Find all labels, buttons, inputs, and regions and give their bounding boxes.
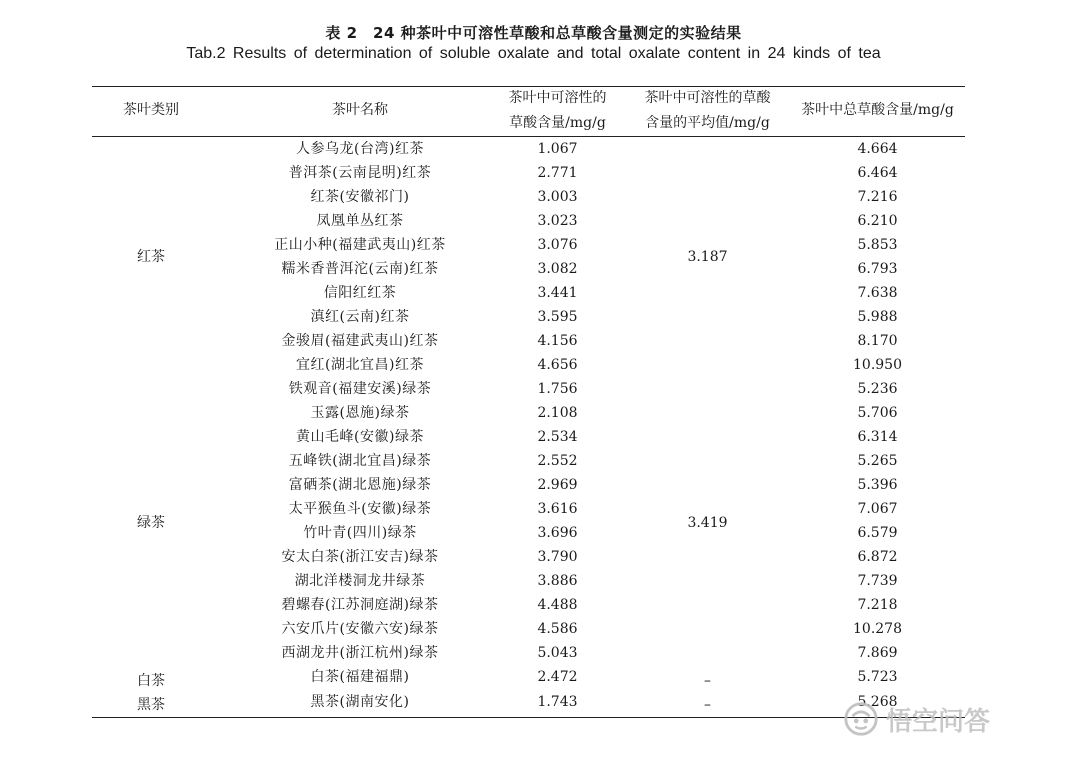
- average-white-tea: –: [704, 673, 711, 689]
- soluble-oxalate-cell: 3.023: [537, 213, 578, 229]
- header-tea-name: 茶叶名称: [332, 102, 388, 118]
- soluble-oxalate-cell: 1.743: [537, 694, 578, 710]
- tea-name-cell: 五峰铁(湖北宜昌)绿茶: [288, 453, 432, 469]
- table-row: [92, 377, 965, 401]
- table-row: [92, 521, 965, 545]
- soluble-oxalate-cell: 3.886: [537, 573, 578, 589]
- table-row: [92, 233, 965, 257]
- total-oxalate-cell: 7.638: [857, 285, 898, 301]
- table-row: [92, 281, 965, 305]
- tea-name-cell: 凤凰单丛红茶: [316, 213, 404, 229]
- table-row: [92, 185, 965, 209]
- total-oxalate-cell: 10.950: [853, 357, 902, 373]
- tea-name-cell: 白茶(福建福鼎): [310, 669, 410, 685]
- table-bottom-rule: [92, 717, 965, 718]
- tea-name-cell: 竹叶青(四川)绿茶: [303, 525, 417, 541]
- total-oxalate-cell: 10.278: [853, 621, 902, 637]
- table-row: [92, 209, 965, 233]
- total-oxalate-cell: 7.869: [857, 645, 898, 661]
- table-row: [92, 497, 965, 521]
- total-oxalate-cell: 4.664: [857, 141, 898, 157]
- total-oxalate-cell: 5.723: [857, 669, 898, 685]
- table-title-en: Tab.2 Results of determination of soluble oxalate and total oxalate content in 24 kinds of tea: [186, 45, 881, 62]
- tea-name-cell: 红茶(安徽祁门): [310, 189, 410, 205]
- total-oxalate-cell: 5.236: [857, 381, 898, 397]
- soluble-oxalate-cell: 3.696: [537, 525, 578, 541]
- soluble-oxalate-cell: 3.595: [537, 309, 578, 325]
- tea-name-cell: 金骏眉(福建武夷山)红茶: [281, 333, 439, 349]
- header-soluble-line2: 草酸含量/mg/g: [509, 115, 606, 131]
- table-row: [92, 401, 965, 425]
- total-oxalate-cell: 8.170: [857, 333, 898, 349]
- soluble-oxalate-cell: 4.656: [537, 357, 578, 373]
- total-oxalate-cell: 7.216: [857, 189, 898, 205]
- tea-name-cell: 宜红(湖北宜昌)红茶: [296, 357, 424, 373]
- total-oxalate-cell: 6.793: [857, 261, 898, 277]
- header-average-line2: 含量的平均值/mg/g: [645, 115, 770, 131]
- header-soluble-oxalate: [485, 86, 630, 136]
- table-row: [92, 257, 965, 281]
- tea-name-cell: 正山小种(福建武夷山)红茶: [274, 237, 446, 253]
- soluble-oxalate-cell: 2.552: [537, 453, 578, 469]
- table-row: [92, 641, 965, 665]
- tea-name-cell: 黄山毛峰(安徽)绿茶: [296, 429, 424, 445]
- table-row: [92, 161, 965, 185]
- total-oxalate-cell: 7.739: [857, 573, 898, 589]
- total-oxalate-cell: 5.988: [857, 309, 898, 325]
- soluble-oxalate-cell: 4.488: [537, 597, 578, 613]
- total-oxalate-cell: 6.464: [857, 165, 898, 181]
- total-oxalate-cell: 5.853: [857, 237, 898, 253]
- soluble-oxalate-cell: 3.616: [537, 501, 578, 517]
- total-oxalate-cell: 5.396: [857, 477, 898, 493]
- tea-name-cell: 富硒茶(湖北恩施)绿茶: [288, 477, 432, 493]
- table-row: [92, 137, 965, 161]
- watermark: [842, 697, 990, 741]
- header-average-soluble: [630, 86, 785, 136]
- soluble-oxalate-cell: 4.586: [537, 621, 578, 637]
- soluble-oxalate-cell: 4.156: [537, 333, 578, 349]
- table-row: [92, 569, 965, 593]
- soluble-oxalate-cell: 2.534: [537, 429, 578, 445]
- table-row: [92, 329, 965, 353]
- total-oxalate-cell: 5.265: [857, 453, 898, 469]
- tea-name-cell: 安太白茶(浙江安吉)绿茶: [281, 549, 439, 565]
- table-row: [92, 545, 965, 569]
- table-title-cn: 表 2 24 种茶叶中可溶性草酸和总草酸含量测定的实验结果: [325, 24, 742, 42]
- header-category: 茶叶类别: [123, 102, 179, 118]
- soluble-oxalate-cell: 5.043: [537, 645, 578, 661]
- tea-name-cell: 碧螺春(江苏洞庭湖)绿茶: [281, 597, 439, 613]
- total-oxalate-cell: 7.067: [857, 501, 898, 517]
- total-oxalate-cell: 6.210: [857, 213, 898, 229]
- soluble-oxalate-cell: 3.003: [537, 189, 578, 205]
- soluble-oxalate-cell: 2.472: [537, 669, 578, 685]
- tea-name-cell: 玉露(恩施)绿茶: [310, 405, 410, 421]
- tea-name-cell: 太平猴鱼斗(安徽)绿茶: [288, 501, 432, 517]
- soluble-oxalate-cell: 2.108: [537, 405, 578, 421]
- wukong-logo-icon: [842, 700, 880, 738]
- header-soluble-line1: 茶叶中可溶性的: [508, 90, 607, 106]
- table-row: [92, 593, 965, 617]
- total-oxalate-cell: 6.314: [857, 429, 898, 445]
- table-row: [92, 617, 965, 641]
- category-black-tea: 红茶: [137, 249, 165, 265]
- soluble-oxalate-cell: 3.076: [537, 237, 578, 253]
- average-green-tea: 3.419: [687, 515, 728, 531]
- tea-name-cell: 人参乌龙(台湾)红茶: [296, 141, 424, 157]
- tea-name-cell: 糯米香普洱沱(云南)红茶: [281, 261, 439, 277]
- soluble-oxalate-cell: 2.969: [537, 477, 578, 493]
- table-row: [92, 473, 965, 497]
- average-black-tea: 3.187: [687, 249, 728, 265]
- header-total-oxalate: 茶叶中总草酸含量/mg/g: [801, 102, 954, 118]
- total-oxalate-cell: 6.579: [857, 525, 898, 541]
- table-row: [92, 305, 965, 329]
- table-row: [92, 665, 965, 689]
- table-row: [92, 425, 965, 449]
- soluble-oxalate-cell: 2.771: [537, 165, 578, 181]
- tea-name-cell: 滇红(云南)红茶: [310, 309, 410, 325]
- soluble-oxalate-cell: 3.790: [537, 549, 578, 565]
- table-row: [92, 353, 965, 377]
- total-oxalate-cell: 5.706: [857, 405, 898, 421]
- tea-name-cell: 普洱茶(云南昆明)红茶: [288, 165, 432, 181]
- tea-name-cell: 信阳红红茶: [323, 285, 397, 301]
- tea-name-cell: 铁观音(福建安溪)绿茶: [288, 381, 432, 397]
- tea-name-cell: 湖北洋楼洞龙井绿茶: [294, 573, 426, 589]
- category-dark-tea: 黑茶: [137, 697, 165, 713]
- total-oxalate-cell: 5.268: [857, 694, 898, 710]
- category-white-tea: 白茶: [137, 673, 165, 689]
- soluble-oxalate-cell: 1.756: [537, 381, 578, 397]
- soluble-oxalate-cell: 1.067: [537, 141, 578, 157]
- table-row: [92, 449, 965, 473]
- total-oxalate-cell: 6.872: [857, 549, 898, 565]
- header-average-line1: 茶叶中可溶性的草酸: [644, 90, 771, 106]
- table-row: [92, 690, 965, 714]
- watermark-text: 悟空问答: [886, 706, 991, 737]
- tea-name-cell: 西湖龙井(浙江杭州)绿茶: [281, 645, 439, 661]
- category-green-tea: 绿茶: [137, 515, 165, 531]
- tea-name-cell: 六安爪片(安徽六安)绿茶: [281, 621, 439, 637]
- total-oxalate-cell: 7.218: [857, 597, 898, 613]
- tea-name-cell: 黑茶(湖南安化): [310, 694, 410, 710]
- soluble-oxalate-cell: 3.082: [537, 261, 578, 277]
- soluble-oxalate-cell: 3.441: [537, 285, 578, 301]
- average-dark-tea: –: [704, 697, 711, 713]
